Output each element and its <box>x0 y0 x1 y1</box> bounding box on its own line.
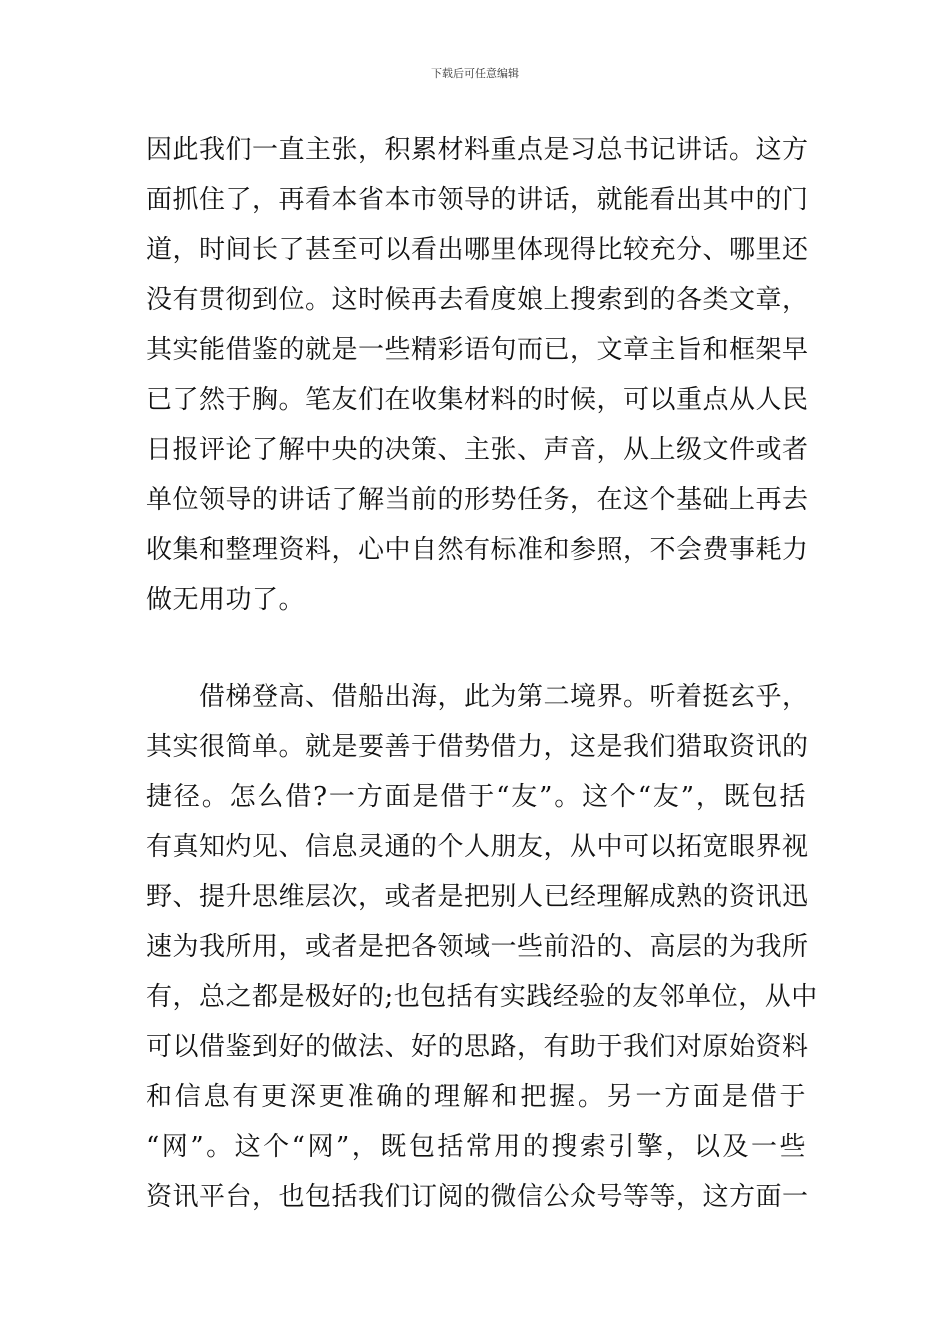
paragraph-line: 日报评论了解中央的决策、主张、声音，从上级文件或者 <box>146 435 809 465</box>
paragraph-line: 面抓住了，再看本省本市领导的讲话，就能看出其中的门 <box>146 185 809 215</box>
paragraph-line: 其实能借鉴的就是一些精彩语句而已，文章主旨和框架早 <box>146 335 809 365</box>
paragraph-line: 道，时间长了甚至可以看出哪里体现得比较充分、哪里还 <box>146 235 809 265</box>
paragraph-line: 做无用功了。 <box>146 585 306 615</box>
paragraph-line: 已了然于胸。笔友们在收集材料的时候，可以重点从人民 <box>146 385 809 415</box>
paragraph-line: 资讯平台，也包括我们订阅的微信公众号等等，这方面一 <box>146 1182 809 1212</box>
paragraph-line: 有，总之都是极好的;也包括有实践经验的友邻单位，从中 <box>146 982 818 1012</box>
paragraph-line: 没有贯彻到位。这时候再去看度娘上搜索到的各类文章， <box>146 285 809 315</box>
paragraph-line: 可以借鉴到好的做法、好的思路，有助于我们对原始资料 <box>146 1032 809 1062</box>
paragraph-line: 借梯登高、借船出海，此为第二境界。听着挺玄乎， <box>146 682 809 712</box>
paragraph-line: 收集和整理资料，心中自然有标准和参照，不会费事耗力 <box>146 535 809 565</box>
header-note: 下载后可任意编辑 <box>431 67 519 80</box>
paragraph-line: 速为我所用，或者是把各领域一些前沿的、高层的为我所 <box>146 932 809 962</box>
paragraph-1 <box>146 125 809 625</box>
paragraph-line: 野、提升思维层次，或者是把别人已经理解成熟的资讯迅 <box>146 882 809 912</box>
paragraph-line: 有真知灼见、信息灵通的个人朋友，从中可以拓宽眼界视 <box>146 832 809 862</box>
paragraph-line: 单位领导的讲话了解当前的形势任务，在这个基础上再去 <box>146 485 809 515</box>
paragraph-line: 和信息有更深更准确的理解和把握。另一方面是借于 <box>146 1082 806 1112</box>
paragraph-line: 其实很简单。就是要善于借势借力，这是我们猎取资讯的 <box>146 732 809 762</box>
paragraph-line: 捷径。怎么借?一方面是借于“友”。这个“友”，既包括 <box>146 782 806 812</box>
paragraph-line: “网”。这个“网”，既包括常用的搜索引擎，以及一些 <box>146 1132 806 1162</box>
paragraph-2 <box>146 672 818 1222</box>
paragraph-line: 因此我们一直主张，积累材料重点是习总书记讲话。这方 <box>146 135 809 165</box>
